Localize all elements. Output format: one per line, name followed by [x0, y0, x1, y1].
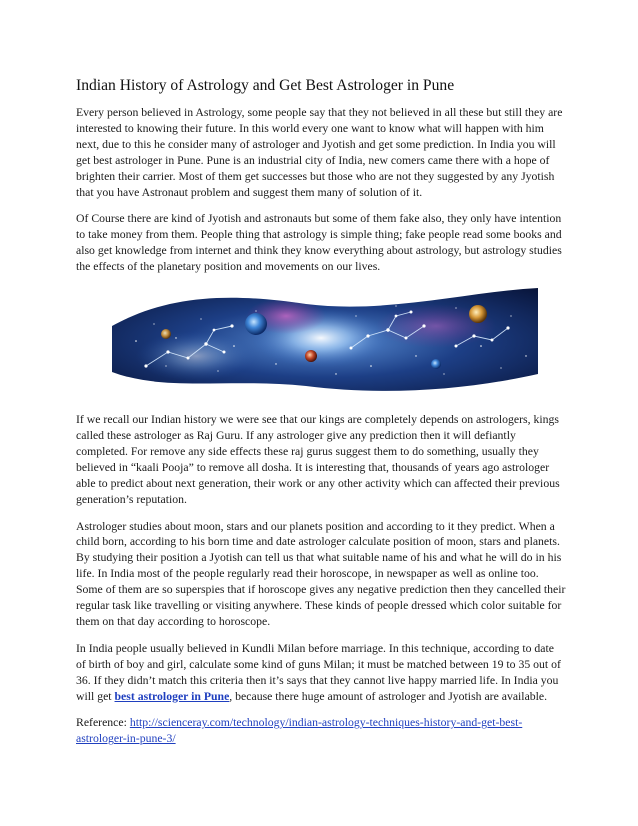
reference-label: Reference:: [76, 716, 130, 730]
reference-link[interactable]: http://scienceray.com/technology/indian-astrology-techniques-history-and-get-best-astrologer-in-pune-3/: [76, 716, 523, 746]
kundli-text-before: In India people usually believed in Kundli Milan before marriage. In this technique, according to date of birth of boy and girl, calculate some kind of guns Milan; it must be matched between 19 to 35 out of 36. If they didn’t match this criteria then it’s says that they cannot live happy married life. In India you will get: [76, 641, 561, 703]
document-title: Indian History of Astrology and Get Best Astrologer in Pune: [76, 77, 455, 94]
paragraph-moon-stars: Astrologer studies about moon, stars and our planets position and according to it they predict. When a child born, according to his born time and date astrologer calculate position of moon, stars and planets. By studying their position a Jyotish can tell us that what suitable name of his and what he will do in his life. In India most of the people regularly read their horoscope, in newspaper as well as online too. Some of them are so superspies that if horoscope gives any negative prediction then they cancelled their regular task like travelling or visiting anywhere. These kinds of people dressed which color suitable for them on that day according to horoscope.: [76, 519, 566, 628]
paragraph-kundli: [76, 641, 566, 705]
kundli-text-after: , because there huge amount of astrologer and Jyotish are available.: [229, 689, 548, 703]
constellation-illustration: [106, 286, 544, 398]
paragraph-intro: Every person believed in Astrology, some people say that they not believed in all these but still they are interested to knowing their future. In this world every one want to know what will happen with him next, due to this he consider many of astrologer and Jyotish and get some prediction. In India you will get best astrologer in Pune. Pune is an industrial city of India, new comers came there with a hope of brighten their carrier. Most of them get successes but those who are not they suggested by any Jyotish that you have Astronaut problem and suggest them many of solution of it.: [76, 106, 563, 199]
document-page: [76, 76, 566, 758]
reference-paragraph: [76, 715, 566, 747]
paragraph-jyotish: Of Course there are kind of Jyotish and astronauts but some of them fake also, they only have intention to take money from them. People thing that astrology is simple thing; fake people read some books and also get knowledge from internet and think they know everything about astrology, but astrology studies the effects of the planetary position and movements on our lives.: [76, 212, 562, 274]
paragraph-history: If we recall our Indian history we were see that our kings are completely depends on astrologers, kings called these astrologer as Raj Guru. If any astrologer give any prediction then it will defiantly completed. For remove any side effects these raj gurus suggest them to do something, usually they believed in “kaali Pooja” to remove all dosha. It is interesting that, thousands of years ago astrologer able to predict about next generation, their work or any other activity which can affected their previous generation’s reputation.: [76, 413, 560, 506]
best-astrologer-link[interactable]: best astrologer in Pune: [114, 689, 230, 703]
cosmic-constellation-image: [106, 286, 544, 398]
